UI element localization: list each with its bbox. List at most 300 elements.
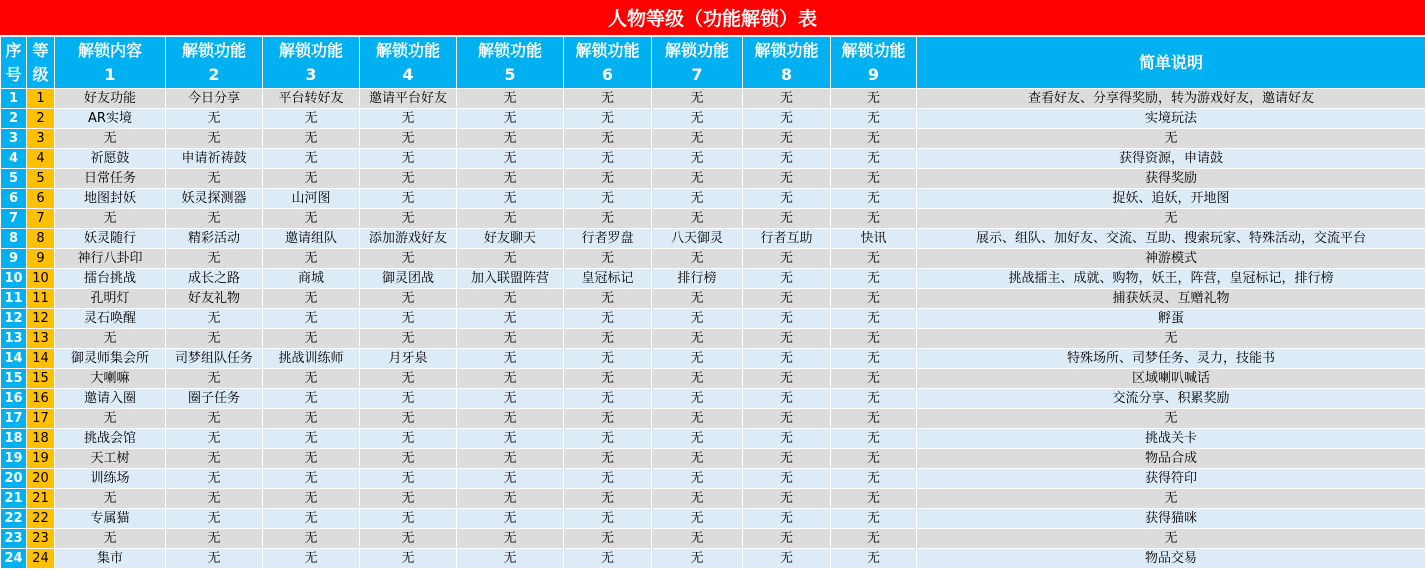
cell-unlock-7[interactable]: 无 <box>652 509 743 529</box>
cell-unlock-3[interactable]: 无 <box>263 289 360 309</box>
cell-unlock-3[interactable]: 无 <box>263 169 360 189</box>
cell-unlock-1[interactable]: 挑战会馆 <box>55 429 166 449</box>
cell-unlock-4[interactable]: 无 <box>360 289 457 309</box>
cell-level[interactable]: 13 <box>27 329 55 349</box>
cell-unlock-7[interactable]: 无 <box>652 469 743 489</box>
cell-unlock-8[interactable]: 无 <box>743 309 831 329</box>
cell-level[interactable]: 16 <box>27 389 55 409</box>
cell-unlock-5[interactable]: 无 <box>457 489 564 509</box>
cell-seq[interactable]: 18 <box>1 429 27 449</box>
table-row <box>1 469 1425 489</box>
cell-unlock-7[interactable]: 无 <box>652 529 743 549</box>
cell-unlock-4[interactable]: 无 <box>360 129 457 149</box>
cell-unlock-2[interactable]: 无 <box>166 169 263 189</box>
cell-unlock-4[interactable]: 无 <box>360 329 457 349</box>
cell-note[interactable]: 无 <box>917 489 1425 509</box>
cell-seq[interactable]: 7 <box>1 209 27 229</box>
cell-unlock-4[interactable]: 无 <box>360 149 457 169</box>
cell-level[interactable]: 19 <box>27 449 55 469</box>
cell-unlock-6[interactable]: 无 <box>564 309 652 329</box>
cell-unlock-6[interactable]: 无 <box>564 469 652 489</box>
cell-unlock-2[interactable]: 好友礼物 <box>166 289 263 309</box>
cell-unlock-6[interactable]: 无 <box>564 109 652 129</box>
cell-unlock-9[interactable]: 无 <box>831 409 917 429</box>
cell-unlock-3[interactable]: 无 <box>263 529 360 549</box>
cell-seq[interactable]: 17 <box>1 409 27 429</box>
cell-seq[interactable]: 13 <box>1 329 27 349</box>
cell-unlock-8[interactable]: 行者互助 <box>743 229 831 249</box>
cell-unlock-3[interactable]: 无 <box>263 509 360 529</box>
cell-unlock-3[interactable]: 邀请组队 <box>263 229 360 249</box>
cell-unlock-6[interactable]: 无 <box>564 369 652 389</box>
cell-unlock-4[interactable]: 无 <box>360 469 457 489</box>
table-row <box>1 129 1425 149</box>
cell-unlock-2[interactable]: 无 <box>166 509 263 529</box>
cell-unlock-6[interactable]: 无 <box>564 429 652 449</box>
cell-unlock-9[interactable]: 无 <box>831 449 917 469</box>
cell-unlock-9[interactable]: 无 <box>831 89 917 109</box>
cell-unlock-9[interactable]: 无 <box>831 249 917 269</box>
cell-level[interactable]: 24 <box>27 549 55 569</box>
cell-unlock-9[interactable]: 无 <box>831 129 917 149</box>
cell-note[interactable]: 神游模式 <box>917 249 1425 269</box>
cell-unlock-3[interactable]: 无 <box>263 129 360 149</box>
cell-unlock-9[interactable]: 无 <box>831 469 917 489</box>
cell-unlock-2[interactable]: 无 <box>166 409 263 429</box>
cell-unlock-1[interactable]: 擂台挑战 <box>55 269 166 289</box>
cell-unlock-1[interactable]: 好友功能 <box>55 89 166 109</box>
cell-level[interactable]: 17 <box>27 409 55 429</box>
cell-unlock-5[interactable]: 无 <box>457 389 564 409</box>
cell-level[interactable]: 14 <box>27 349 55 369</box>
cell-unlock-9[interactable]: 无 <box>831 289 917 309</box>
cell-unlock-6[interactable]: 无 <box>564 389 652 409</box>
cell-unlock-8[interactable]: 无 <box>743 189 831 209</box>
cell-note[interactable]: 无 <box>917 329 1425 349</box>
cell-seq[interactable]: 22 <box>1 509 27 529</box>
cell-note[interactable]: 获得资源，申请鼓 <box>917 149 1425 169</box>
cell-unlock-1[interactable]: 无 <box>55 329 166 349</box>
cell-seq[interactable]: 1 <box>1 89 27 109</box>
cell-unlock-9[interactable]: 无 <box>831 549 917 569</box>
cell-unlock-1[interactable]: 妖灵随行 <box>55 229 166 249</box>
cell-unlock-2[interactable]: 无 <box>166 429 263 449</box>
cell-unlock-5[interactable]: 无 <box>457 509 564 529</box>
cell-unlock-5[interactable]: 无 <box>457 109 564 129</box>
cell-seq[interactable]: 23 <box>1 529 27 549</box>
cell-unlock-6[interactable]: 无 <box>564 149 652 169</box>
cell-unlock-2[interactable]: 无 <box>166 129 263 149</box>
cell-unlock-6[interactable]: 无 <box>564 329 652 349</box>
cell-unlock-5[interactable]: 无 <box>457 209 564 229</box>
cell-unlock-7[interactable]: 无 <box>652 189 743 209</box>
cell-unlock-9[interactable]: 无 <box>831 509 917 529</box>
cell-unlock-3[interactable]: 无 <box>263 209 360 229</box>
cell-unlock-3[interactable]: 商城 <box>263 269 360 289</box>
cell-unlock-8[interactable]: 无 <box>743 149 831 169</box>
cell-note[interactable]: 捕获妖灵、互赠礼物 <box>917 289 1425 309</box>
cell-unlock-4[interactable]: 无 <box>360 409 457 429</box>
cell-level[interactable]: 7 <box>27 209 55 229</box>
cell-unlock-1[interactable]: 御灵师集会所 <box>55 349 166 369</box>
cell-unlock-3[interactable]: 无 <box>263 489 360 509</box>
cell-unlock-7[interactable]: 无 <box>652 349 743 369</box>
cell-unlock-7[interactable]: 无 <box>652 369 743 389</box>
cell-unlock-5[interactable]: 无 <box>457 349 564 369</box>
cell-unlock-1[interactable]: 日常任务 <box>55 169 166 189</box>
cell-note[interactable]: 实境玩法 <box>917 109 1425 129</box>
cell-note[interactable]: 捉妖、追妖，开地图 <box>917 189 1425 209</box>
cell-unlock-7[interactable]: 无 <box>652 209 743 229</box>
cell-unlock-4[interactable]: 无 <box>360 489 457 509</box>
cell-seq[interactable]: 5 <box>1 169 27 189</box>
cell-unlock-3[interactable]: 无 <box>263 149 360 169</box>
cell-note[interactable]: 无 <box>917 129 1425 149</box>
cell-unlock-7[interactable]: 无 <box>652 449 743 469</box>
cell-unlock-8[interactable]: 无 <box>743 409 831 429</box>
cell-unlock-2[interactable]: 申请祈祷鼓 <box>166 149 263 169</box>
cell-unlock-8[interactable]: 无 <box>743 489 831 509</box>
cell-note[interactable]: 孵蛋 <box>917 309 1425 329</box>
cell-unlock-9[interactable]: 无 <box>831 429 917 449</box>
cell-unlock-7[interactable]: 无 <box>652 309 743 329</box>
cell-unlock-9[interactable]: 无 <box>831 149 917 169</box>
cell-note[interactable]: 获得符印 <box>917 469 1425 489</box>
table-row <box>1 209 1425 229</box>
cell-note[interactable]: 物品交易 <box>917 549 1425 569</box>
cell-unlock-4[interactable]: 无 <box>360 449 457 469</box>
cell-unlock-9[interactable]: 无 <box>831 189 917 209</box>
cell-unlock-7[interactable]: 无 <box>652 409 743 429</box>
level-unlock-table <box>0 36 1425 569</box>
cell-unlock-1[interactable]: 无 <box>55 129 166 149</box>
cell-level[interactable]: 8 <box>27 229 55 249</box>
cell-unlock-5[interactable]: 无 <box>457 369 564 389</box>
cell-unlock-2[interactable]: 无 <box>166 449 263 469</box>
cell-seq[interactable]: 24 <box>1 549 27 569</box>
cell-unlock-1[interactable]: 无 <box>55 489 166 509</box>
cell-unlock-2[interactable]: 无 <box>166 249 263 269</box>
cell-unlock-4[interactable]: 无 <box>360 529 457 549</box>
cell-unlock-9[interactable]: 无 <box>831 209 917 229</box>
cell-unlock-7[interactable]: 无 <box>652 129 743 149</box>
cell-note[interactable]: 展示、组队、加好友、交流、互助、搜索玩家、特殊活动，交流平台 <box>917 229 1425 249</box>
cell-unlock-1[interactable]: 集市 <box>55 549 166 569</box>
cell-unlock-7[interactable]: 无 <box>652 249 743 269</box>
cell-unlock-1[interactable]: 无 <box>55 529 166 549</box>
cell-unlock-5[interactable]: 无 <box>457 129 564 149</box>
cell-unlock-3[interactable]: 挑战训练师 <box>263 349 360 369</box>
cell-unlock-8[interactable]: 无 <box>743 349 831 369</box>
cell-unlock-9[interactable]: 无 <box>831 329 917 349</box>
cell-level[interactable]: 23 <box>27 529 55 549</box>
cell-seq[interactable]: 2 <box>1 109 27 129</box>
cell-seq[interactable]: 9 <box>1 249 27 269</box>
cell-level[interactable]: 2 <box>27 109 55 129</box>
cell-unlock-3[interactable]: 无 <box>263 449 360 469</box>
header-unlock-1: 解锁内容 1 <box>55 37 166 89</box>
cell-unlock-1[interactable]: 地图封妖 <box>55 189 166 209</box>
cell-unlock-5[interactable]: 无 <box>457 329 564 349</box>
cell-unlock-2[interactable]: 司梦组队任务 <box>166 349 263 369</box>
cell-unlock-5[interactable]: 无 <box>457 429 564 449</box>
cell-unlock-6[interactable]: 无 <box>564 89 652 109</box>
cell-unlock-6[interactable]: 无 <box>564 249 652 269</box>
cell-unlock-8[interactable]: 无 <box>743 249 831 269</box>
cell-level[interactable]: 20 <box>27 469 55 489</box>
cell-unlock-2[interactable]: 妖灵探测器 <box>166 189 263 209</box>
cell-unlock-8[interactable]: 无 <box>743 369 831 389</box>
cell-unlock-4[interactable]: 无 <box>360 309 457 329</box>
cell-unlock-3[interactable]: 无 <box>263 549 360 569</box>
cell-unlock-8[interactable]: 无 <box>743 289 831 309</box>
cell-unlock-7[interactable]: 无 <box>652 429 743 449</box>
cell-unlock-6[interactable]: 无 <box>564 409 652 429</box>
cell-unlock-1[interactable]: AR实境 <box>55 109 166 129</box>
cell-unlock-1[interactable]: 灵石唤醒 <box>55 309 166 329</box>
cell-level[interactable]: 10 <box>27 269 55 289</box>
cell-unlock-4[interactable]: 无 <box>360 429 457 449</box>
cell-unlock-1[interactable]: 祈愿鼓 <box>55 149 166 169</box>
cell-unlock-1[interactable]: 大喇嘛 <box>55 369 166 389</box>
cell-seq[interactable]: 14 <box>1 349 27 369</box>
table-row <box>1 389 1425 409</box>
cell-unlock-8[interactable]: 无 <box>743 209 831 229</box>
cell-unlock-9[interactable]: 无 <box>831 489 917 509</box>
cell-unlock-8[interactable]: 无 <box>743 509 831 529</box>
cell-note[interactable]: 区域喇叭喊话 <box>917 369 1425 389</box>
cell-unlock-8[interactable]: 无 <box>743 109 831 129</box>
cell-unlock-5[interactable]: 无 <box>457 469 564 489</box>
cell-unlock-2[interactable]: 无 <box>166 369 263 389</box>
cell-unlock-4[interactable]: 无 <box>360 389 457 409</box>
cell-note[interactable]: 物品合成 <box>917 449 1425 469</box>
cell-level[interactable]: 18 <box>27 429 55 449</box>
cell-level[interactable]: 3 <box>27 129 55 149</box>
cell-seq[interactable]: 11 <box>1 289 27 309</box>
header-unlock-8: 解锁功能 8 <box>743 37 831 89</box>
cell-unlock-4[interactable]: 月牙泉 <box>360 349 457 369</box>
cell-unlock-5[interactable]: 无 <box>457 149 564 169</box>
cell-unlock-2[interactable]: 无 <box>166 329 263 349</box>
header-note: 简单说明 <box>917 37 1425 89</box>
cell-unlock-3[interactable]: 无 <box>263 369 360 389</box>
cell-unlock-3[interactable]: 无 <box>263 109 360 129</box>
cell-unlock-2[interactable]: 今日分享 <box>166 89 263 109</box>
cell-note[interactable]: 无 <box>917 409 1425 429</box>
cell-seq[interactable]: 4 <box>1 149 27 169</box>
cell-unlock-6[interactable]: 无 <box>564 209 652 229</box>
cell-unlock-4[interactable]: 添加游戏好友 <box>360 229 457 249</box>
cell-unlock-5[interactable]: 无 <box>457 449 564 469</box>
cell-level[interactable]: 1 <box>27 89 55 109</box>
cell-seq[interactable]: 16 <box>1 389 27 409</box>
cell-unlock-8[interactable]: 无 <box>743 449 831 469</box>
cell-seq[interactable]: 3 <box>1 129 27 149</box>
cell-unlock-5[interactable]: 无 <box>457 549 564 569</box>
cell-level[interactable]: 11 <box>27 289 55 309</box>
cell-note[interactable]: 特殊场所、司梦任务、灵力，技能书 <box>917 349 1425 369</box>
cell-unlock-3[interactable]: 无 <box>263 389 360 409</box>
cell-unlock-8[interactable]: 无 <box>743 129 831 149</box>
table-row <box>1 509 1425 529</box>
cell-unlock-5[interactable]: 无 <box>457 89 564 109</box>
cell-unlock-5[interactable]: 无 <box>457 289 564 309</box>
cell-unlock-7[interactable]: 无 <box>652 389 743 409</box>
cell-unlock-9[interactable]: 无 <box>831 309 917 329</box>
cell-unlock-6[interactable]: 无 <box>564 169 652 189</box>
cell-unlock-7[interactable]: 无 <box>652 289 743 309</box>
cell-unlock-6[interactable]: 无 <box>564 129 652 149</box>
cell-unlock-8[interactable]: 无 <box>743 429 831 449</box>
cell-unlock-7[interactable]: 八天御灵 <box>652 229 743 249</box>
cell-unlock-8[interactable]: 无 <box>743 169 831 189</box>
cell-note[interactable]: 获得奖励 <box>917 169 1425 189</box>
cell-unlock-5[interactable]: 无 <box>457 169 564 189</box>
cell-level[interactable]: 5 <box>27 169 55 189</box>
cell-unlock-2[interactable]: 成长之路 <box>166 269 263 289</box>
cell-note[interactable]: 无 <box>917 209 1425 229</box>
cell-unlock-1[interactable]: 邀请入圈 <box>55 389 166 409</box>
cell-level[interactable]: 12 <box>27 309 55 329</box>
cell-unlock-6[interactable]: 无 <box>564 489 652 509</box>
cell-unlock-1[interactable]: 天工树 <box>55 449 166 469</box>
cell-unlock-2[interactable]: 无 <box>166 469 263 489</box>
cell-unlock-1[interactable]: 专属猫 <box>55 509 166 529</box>
cell-unlock-8[interactable]: 无 <box>743 329 831 349</box>
cell-unlock-9[interactable]: 无 <box>831 389 917 409</box>
cell-unlock-9[interactable]: 无 <box>831 349 917 369</box>
cell-seq[interactable]: 19 <box>1 449 27 469</box>
cell-unlock-2[interactable]: 无 <box>166 209 263 229</box>
cell-level[interactable]: 21 <box>27 489 55 509</box>
cell-unlock-7[interactable]: 无 <box>652 329 743 349</box>
cell-unlock-5[interactable]: 好友聊天 <box>457 229 564 249</box>
cell-unlock-7[interactable]: 无 <box>652 149 743 169</box>
table-row <box>1 109 1425 129</box>
cell-unlock-3[interactable]: 无 <box>263 469 360 489</box>
cell-unlock-2[interactable]: 无 <box>166 529 263 549</box>
cell-level[interactable]: 9 <box>27 249 55 269</box>
cell-unlock-4[interactable]: 御灵团战 <box>360 269 457 289</box>
cell-unlock-6[interactable]: 无 <box>564 289 652 309</box>
cell-unlock-1[interactable]: 训练场 <box>55 469 166 489</box>
cell-unlock-3[interactable]: 山河图 <box>263 189 360 209</box>
cell-unlock-3[interactable]: 无 <box>263 309 360 329</box>
cell-note[interactable]: 无 <box>917 529 1425 549</box>
cell-unlock-5[interactable]: 无 <box>457 249 564 269</box>
cell-unlock-1[interactable]: 孔明灯 <box>55 289 166 309</box>
cell-unlock-9[interactable]: 快讯 <box>831 229 917 249</box>
cell-unlock-5[interactable]: 无 <box>457 409 564 429</box>
cell-unlock-8[interactable]: 无 <box>743 469 831 489</box>
cell-unlock-2[interactable]: 无 <box>166 109 263 129</box>
cell-seq[interactable]: 10 <box>1 269 27 289</box>
header-level: 等 级 <box>27 37 55 89</box>
cell-unlock-3[interactable]: 平台转好友 <box>263 89 360 109</box>
cell-unlock-4[interactable]: 无 <box>360 249 457 269</box>
cell-note[interactable]: 挑战擂主、成就、购物，妖王，阵营，皇冠标记，排行榜 <box>917 269 1425 289</box>
cell-unlock-4[interactable]: 无 <box>360 169 457 189</box>
cell-note[interactable]: 查看好友、分享得奖励，转为游戏好友，邀请好友 <box>917 89 1425 109</box>
cell-note[interactable]: 交流分享、积累奖励 <box>917 389 1425 409</box>
cell-unlock-7[interactable]: 无 <box>652 549 743 569</box>
cell-seq[interactable]: 6 <box>1 189 27 209</box>
cell-unlock-5[interactable]: 无 <box>457 309 564 329</box>
cell-unlock-8[interactable]: 无 <box>743 89 831 109</box>
cell-unlock-7[interactable]: 无 <box>652 489 743 509</box>
cell-unlock-4[interactable]: 无 <box>360 369 457 389</box>
cell-unlock-4[interactable]: 无 <box>360 189 457 209</box>
cell-unlock-7[interactable]: 无 <box>652 169 743 189</box>
cell-unlock-9[interactable]: 无 <box>831 369 917 389</box>
cell-unlock-6[interactable]: 皇冠标记 <box>564 269 652 289</box>
cell-unlock-6[interactable]: 行者罗盘 <box>564 229 652 249</box>
cell-unlock-1[interactable]: 无 <box>55 409 166 429</box>
cell-unlock-2[interactable]: 圈子任务 <box>166 389 263 409</box>
cell-unlock-7[interactable]: 无 <box>652 109 743 129</box>
cell-unlock-2[interactable]: 无 <box>166 309 263 329</box>
cell-unlock-9[interactable]: 无 <box>831 269 917 289</box>
cell-unlock-9[interactable]: 无 <box>831 109 917 129</box>
cell-unlock-6[interactable]: 无 <box>564 509 652 529</box>
cell-unlock-6[interactable]: 无 <box>564 349 652 369</box>
cell-level[interactable]: 15 <box>27 369 55 389</box>
cell-unlock-1[interactable]: 神行八卦印 <box>55 249 166 269</box>
cell-level[interactable]: 4 <box>27 149 55 169</box>
cell-unlock-1[interactable]: 无 <box>55 209 166 229</box>
cell-unlock-5[interactable]: 无 <box>457 189 564 209</box>
cell-note[interactable]: 获得猫咪 <box>917 509 1425 529</box>
cell-unlock-3[interactable]: 无 <box>263 409 360 429</box>
cell-seq[interactable]: 20 <box>1 469 27 489</box>
cell-unlock-8[interactable]: 无 <box>743 549 831 569</box>
cell-seq[interactable]: 21 <box>1 489 27 509</box>
cell-unlock-2[interactable]: 精彩活动 <box>166 229 263 249</box>
cell-unlock-9[interactable]: 无 <box>831 529 917 549</box>
cell-unlock-4[interactable]: 无 <box>360 509 457 529</box>
cell-unlock-4[interactable]: 无 <box>360 109 457 129</box>
cell-unlock-6[interactable]: 无 <box>564 549 652 569</box>
cell-unlock-8[interactable]: 无 <box>743 529 831 549</box>
cell-unlock-4[interactable]: 无 <box>360 209 457 229</box>
cell-unlock-8[interactable]: 无 <box>743 269 831 289</box>
cell-unlock-6[interactable]: 无 <box>564 449 652 469</box>
cell-unlock-8[interactable]: 无 <box>743 389 831 409</box>
cell-unlock-2[interactable]: 无 <box>166 489 263 509</box>
cell-unlock-3[interactable]: 无 <box>263 329 360 349</box>
cell-unlock-9[interactable]: 无 <box>831 169 917 189</box>
cell-unlock-3[interactable]: 无 <box>263 429 360 449</box>
cell-seq[interactable]: 15 <box>1 369 27 389</box>
cell-level[interactable]: 6 <box>27 189 55 209</box>
cell-unlock-6[interactable]: 无 <box>564 529 652 549</box>
header-unlock-7: 解锁功能 7 <box>652 37 743 89</box>
cell-unlock-7[interactable]: 排行榜 <box>652 269 743 289</box>
cell-level[interactable]: 22 <box>27 509 55 529</box>
cell-unlock-5[interactable]: 无 <box>457 529 564 549</box>
cell-unlock-4[interactable]: 邀请平台好友 <box>360 89 457 109</box>
cell-unlock-2[interactable]: 无 <box>166 549 263 569</box>
cell-unlock-6[interactable]: 无 <box>564 189 652 209</box>
cell-unlock-5[interactable]: 加入联盟阵营 <box>457 269 564 289</box>
cell-unlock-4[interactable]: 无 <box>360 549 457 569</box>
cell-seq[interactable]: 8 <box>1 229 27 249</box>
cell-note[interactable]: 挑战关卡 <box>917 429 1425 449</box>
cell-seq[interactable]: 12 <box>1 309 27 329</box>
cell-unlock-3[interactable]: 无 <box>263 249 360 269</box>
cell-unlock-7[interactable]: 无 <box>652 89 743 109</box>
